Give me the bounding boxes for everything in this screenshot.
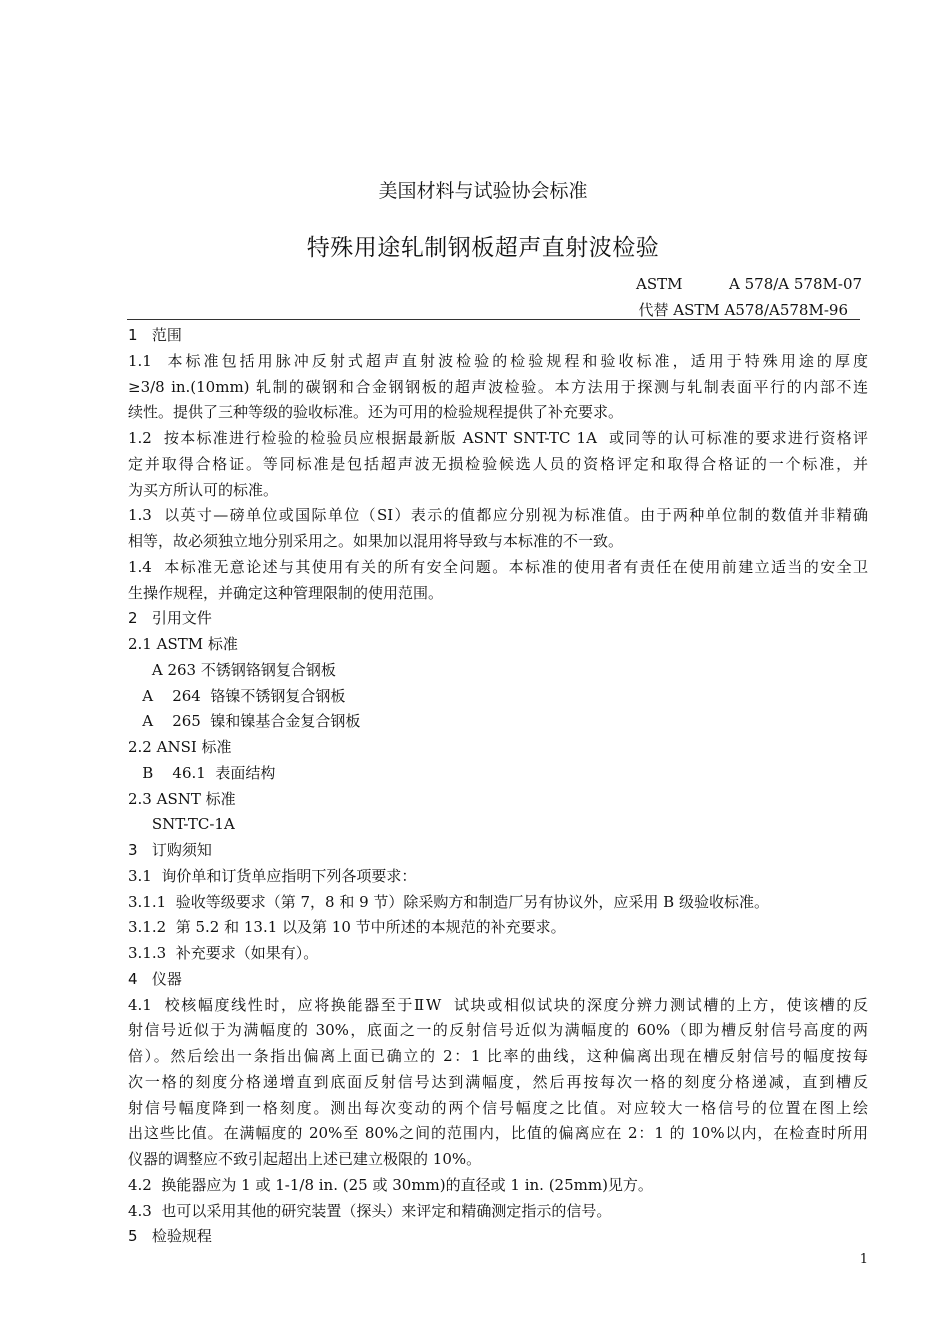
body-line: 2.1 ASTM 标准: [128, 635, 238, 653]
body-line: 3.1.3 补充要求（如果有）。: [128, 944, 319, 962]
page-number: 1: [859, 1252, 868, 1267]
body-line: 定并取得合格证。等同标准是包括超声波无损检验候选人员的资格评定和取得合格证的一个标准，并: [128, 454, 868, 473]
body-line: 1.3 以英寸—磅单位或国际单位（SI）表示的值都应分别视为标准值。由于两种单位制的数值并非精确: [128, 506, 868, 525]
body-line: 3.1.1 验收等级要求（第 7，8 和 9 节）除采购方和制造厂另有协议外，应采用 B 级验收标准。: [128, 892, 769, 911]
body-line: 2.2 ANSI 标准: [128, 738, 232, 756]
body-line: A 265 镍和镍基合金复合钢板: [128, 712, 361, 731]
header-divider: [127, 319, 860, 320]
body-line: 1.4 本标准无意论述与其使用有关的所有安全问题。本标准的使用者有责任在使用前建立适当的安全卫: [128, 557, 868, 576]
body-line: 3.1 询价单和订货单应指明下列各项要求：: [128, 866, 417, 885]
body-line: 为买方所认可的标准。: [128, 480, 279, 499]
section-heading: 3 订购须知: [128, 841, 212, 859]
body-line: 2.3 ASNT 标准: [128, 789, 236, 808]
body-line: 4.3 也可以采用其他的研究装置（探头）来评定和精确测定指示的信号。: [128, 1201, 612, 1220]
body-line: 仪器的调整应不致引起超出上述已建立极限的 10%。: [128, 1150, 482, 1168]
body-line: 1.1 本标准包括用脉冲反射式超声直射波检验的检验规程和验收标准，适用于特殊用途的厚度: [128, 351, 868, 370]
section-heading: 5 检验规程: [128, 1227, 212, 1246]
section-heading: 4 仪器: [128, 969, 182, 988]
body-line: A 263 不锈钢铬钢复合钢板: [128, 660, 336, 679]
body-line: 次一格的刻度分格递增直到底面反射信号达到满幅度，然后再按每次一格的刻度分格递减，直到槽反: [128, 1072, 868, 1091]
body-line: 1.2 按本标准进行检验的检验员应根据最新版 ASNT SNT-TC 1A 或同等的认可标准的要求进行资格评: [128, 429, 868, 447]
body-line: 出这些比值。在满幅度的 20%至 80%之间的范围内，比值的偏离应在 2：1 的 10%以内，在检查时所用: [128, 1124, 868, 1143]
designation-number: A 578/A 578M-07: [729, 275, 863, 293]
body-line: A 264 铬镍不锈钢复合钢板: [128, 686, 346, 705]
body-line: 生操作规程，并确定这种管理限制的使用范围。: [128, 583, 444, 602]
section-heading: 2 引用文件: [128, 609, 212, 628]
body-line: 续性。提供了三种等级的验收标准。还为可用的检验规程提供了补充要求。: [128, 403, 624, 422]
body-line: SNT-TC-1A: [128, 815, 235, 834]
designation-prefix: ASTM: [636, 275, 683, 293]
body-line: 射信号幅度降到一格刻度。测出每次变动的两个信号幅度之比值。对应较大一格信号的位置在图上绘: [128, 1098, 868, 1117]
body-line: B 46.1 表面结构: [128, 763, 276, 782]
document-title: 特殊用途轧制钢板超声直射波检验: [306, 235, 660, 261]
replaces-designation: 代替 ASTM A578/A578M-96: [638, 301, 848, 319]
body-line: 4.1 校核幅度线性时，应将换能器至于ⅡW 试块或相似试块的深度分辨力测试槽的上方，使该槽的反: [128, 995, 868, 1014]
body-line: 3.1.2 第 5.2 和 13.1 以及第 10 节中所述的本规范的补充要求。: [128, 918, 566, 937]
body-line: 射信号近似于为满幅度的 30%，底面之一的反射信号近似为满幅度的 60%（即为槽反射信号高度的两: [128, 1021, 868, 1040]
organization-heading: 美国材料与试验协会标准: [378, 180, 588, 202]
body-line: 4.2 换能器应为 1 或 1-1/8 in. (25 或 30mm)的直径或 1 in. (25mm)见方。: [128, 1175, 653, 1194]
section-heading: 1 范围: [128, 326, 182, 344]
body-line: 倍）。然后绘出一条指出偏离上面已确立的 2：1 比率的曲线，这种偏离出现在槽反射信号的幅度按每: [128, 1047, 868, 1065]
body-line: ≥3/8 in.(10mm) 轧制的碳钢和合金钢钢板的超声波检验。本方法用于探测与轧制表面平行的内部不连: [128, 377, 868, 396]
body-line: 相等，故必须独立地分别采用之。如果加以混用将导致与本标准的不一致。: [128, 532, 624, 550]
